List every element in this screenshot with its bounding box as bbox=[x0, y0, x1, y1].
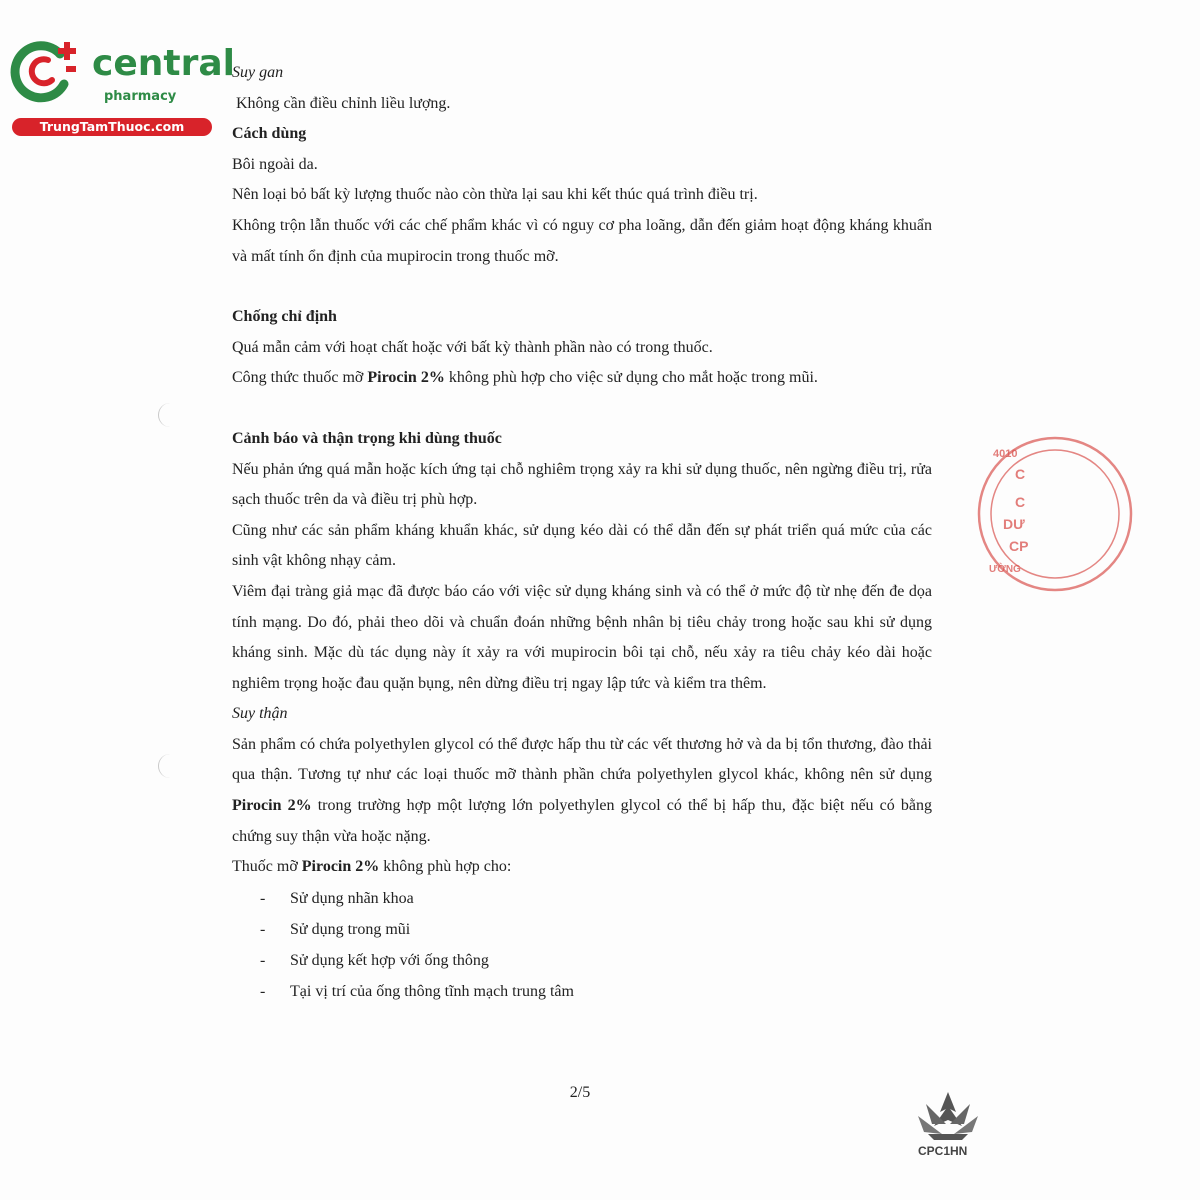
canh-bao-paragraph: Cũng như các sản phẩm kháng khuẩn khác, sử dụng kéo dài có thể dẫn đến sự phát triển quá mức của các sinh vật không nhạy cảm. bbox=[232, 521, 932, 570]
product-name: Pirocin 2% bbox=[367, 369, 445, 387]
list-item: - Sử dụng nhãn khoa bbox=[260, 883, 932, 914]
suy-than-heading: Suy thận bbox=[232, 705, 288, 723]
chong-chi-dinh-line: Quá mẫn cảm với hoạt chất hoặc với bất kỳ thành phần nào có trong thuốc. bbox=[232, 338, 713, 356]
product-name: Pirocin 2% bbox=[301, 858, 380, 876]
suy-gan-text: Không cần điều chỉnh liều lượng. bbox=[236, 94, 451, 112]
suy-than-paragraph bbox=[232, 730, 932, 852]
cpc1hn-logo-text: CPC1HN bbox=[918, 1144, 968, 1158]
logo-sub-text: pharmacy bbox=[104, 89, 177, 104]
text-run: trong trường hợp một lượng lớn polyethylen glycol có thể bị hấp thu, đặc biệt nếu có bằng chứng suy thận vừa hoặc nặng. bbox=[232, 797, 933, 845]
cach-dung-line: Nên loại bỏ bất kỳ lượng thuốc nào còn thừa lại sau khi kết thúc quá trình điều trị. bbox=[232, 186, 758, 204]
pharmacy-cross-logo-icon bbox=[8, 36, 92, 106]
spacer bbox=[232, 272, 932, 302]
text-run: Sản phẩm có chứa polyethylen glycol có thể được hấp thu từ các vết thương hở và da bị tổn thương, đào thải qua thận. Tương tự như các loại thuốc mỡ thành phần chứa polyethylen glycol khác, không nên sử dụng bbox=[232, 735, 932, 784]
stamp-text: C bbox=[1015, 494, 1026, 510]
list-item: - Sử dụng trong mũi bbox=[260, 914, 932, 945]
list-item: - Tại vị trí của ống thông tĩnh mạch trung tâm bbox=[260, 976, 932, 1007]
list-item: - Sử dụng kết hợp với ống thông bbox=[260, 945, 932, 976]
logo-brand-text: central bbox=[92, 43, 235, 84]
suy-gan-heading: Suy gan bbox=[232, 64, 284, 81]
text-run: không phù hợp cho việc sử dụng cho mắt hoặc trong mũi. bbox=[444, 369, 818, 387]
text-run: không phù hợp cho: bbox=[379, 858, 512, 876]
stamp-text: 4010 bbox=[993, 448, 1018, 460]
cpc1hn-logo bbox=[916, 1090, 986, 1160]
red-stamp-fragment bbox=[975, 432, 1029, 596]
spacer bbox=[232, 394, 932, 424]
page-number: 2/5 bbox=[569, 1084, 591, 1101]
lotus-logo-icon bbox=[916, 1090, 980, 1146]
chong-chi-dinh-line bbox=[232, 363, 932, 394]
text-run: Công thức thuốc mỡ bbox=[232, 369, 368, 387]
stamp-text: ƯỜNG bbox=[989, 564, 1021, 575]
document-body bbox=[232, 58, 932, 1007]
cach-dung-line: Không trộn lẫn thuốc với các chế phẩm khác vì có nguy cơ pha loãng, dẫn đến giảm hoạt động kháng khuẩn và mất tính ổn định của mupirocin trong thuốc mỡ. bbox=[232, 216, 932, 265]
text-run: Thuốc mỡ bbox=[232, 858, 302, 876]
product-name: Pirocin 2% bbox=[232, 797, 312, 815]
logo-url-badge[interactable]: TrungTamThuoc.com bbox=[12, 118, 212, 136]
stamp-text: DƯ bbox=[1003, 516, 1025, 532]
cach-dung-line: Bôi ngoài da. bbox=[232, 155, 318, 173]
khong-phu-hop-line bbox=[232, 852, 932, 883]
chong-chi-dinh-heading: Chống chỉ định bbox=[232, 308, 337, 326]
canh-bao-paragraph: Viêm đại tràng giả mạc đã được báo cáo với việc sử dụng kháng sinh và có thể ở mức độ từ nhẹ đến đe dọa tính mạng. Do đó, phải theo dõi và chuẩn đoán những bệnh nhân bị tiêu chảy trong hoặc sau khi sử dụng kháng sinh. Mặc dù tác dụng này ít xảy ra với mupirocin bôi tại chỗ, nếu xảy ra tiêu chảy kéo dài hoặc nghiêm trọng hoặc đau quặn bụng, nên dừng điều trị ngay lập tức và kiểm tra thêm. bbox=[232, 582, 932, 692]
central-pharmacy-logo[interactable] bbox=[8, 36, 235, 136]
cach-dung-heading: Cách dùng bbox=[232, 125, 307, 143]
stamp-text: C bbox=[1015, 466, 1026, 482]
canh-bao-heading: Cảnh báo và thận trọng khi dùng thuốc bbox=[232, 429, 502, 447]
canh-bao-paragraph: Nếu phản ứng quá mẫn hoặc kích ứng tại chỗ nghiêm trọng xảy ra khi sử dụng thuốc, nên ngừng điều trị, rửa sạch thuốc trên da và điều trị phù hợp. bbox=[232, 460, 932, 509]
khong-phu-hop-list bbox=[232, 883, 932, 1007]
punch-hole-mark bbox=[158, 403, 177, 427]
punch-hole-mark bbox=[158, 754, 177, 778]
stamp-text: CP bbox=[1009, 538, 1029, 554]
